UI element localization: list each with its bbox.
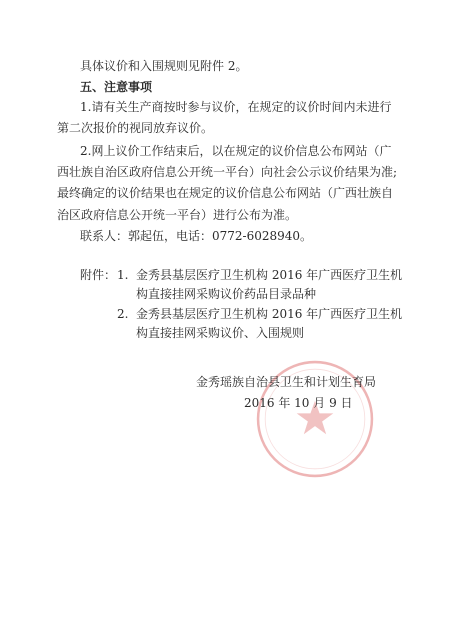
paragraph-line: 第二次报价的视同放弃议价。 [57, 121, 214, 135]
paragraph-line: 2.网上议价工作结束后，以在规定的议价信息公布网站（广 [80, 144, 392, 158]
paragraph-line: 1.请有关生产商按时参与议价，在规定的议价时间内未进行 [80, 100, 392, 114]
attachment-title-line: 构直接挂网采购议价、入围规则 [136, 326, 305, 340]
attachment-reference-text: 具体议价和入围规则见附件 2。 [80, 59, 248, 73]
attachment-title-line: 金秀县基层医疗卫生机构 2016 年广西医疗卫生机 [136, 307, 403, 321]
attachment-title-line: 金秀县基层医疗卫生机构 2016 年广西医疗卫生机 [136, 268, 403, 282]
attachment-number: 1. [117, 268, 129, 282]
issue-date: 2016 年 10 月 9 日 [244, 396, 353, 410]
attachments-label: 附件： [80, 268, 117, 282]
paragraph-line: 治区政府信息公开统一平台）进行公布为准。 [57, 208, 298, 222]
paragraph-line: 西壮族自治区政府信息公开统一平台）向社会公示议价结果为准; [57, 165, 398, 179]
section-heading: 五、注意事项 [80, 80, 153, 94]
contact-line: 联系人：郭起伍，电话：0772-6028940。 [80, 229, 313, 243]
issuing-organization: 金秀瑶族自治县卫生和计划生育局 [196, 375, 377, 389]
attachment-title-line: 构直接挂网采购议价药品目录品种 [136, 287, 317, 301]
attachment-number: 2. [117, 307, 129, 321]
paragraph-line: 最终确定的议价结果也在规定的议价信息公布网站（广西壮族自 [57, 186, 394, 200]
